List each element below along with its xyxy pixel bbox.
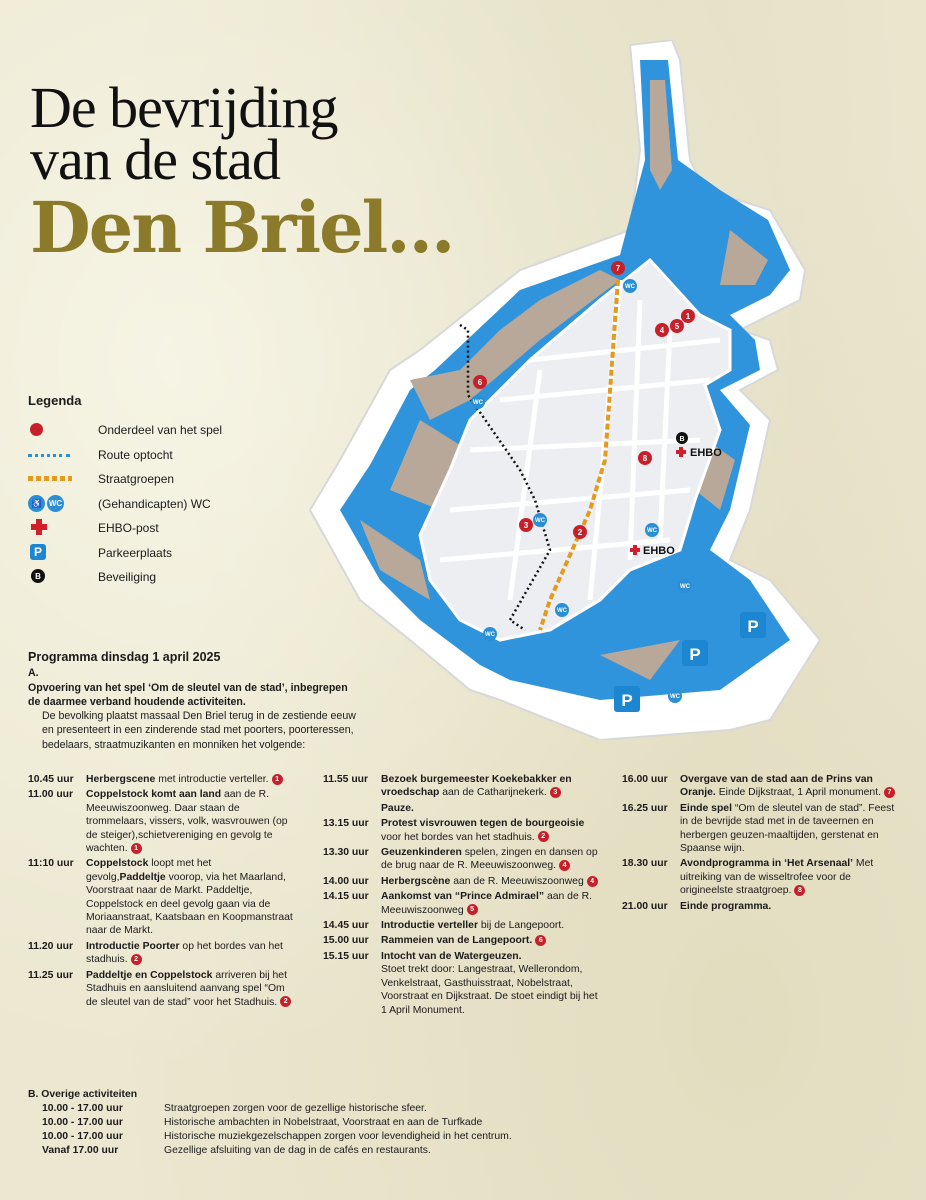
schedule-time: 13.15 uur (323, 818, 369, 830)
schedule-description: Coppelstock komt aan land aan de R. Meeuwiszoonweg. Daar staan de trommelaars, vissers, volk, wasvrouwen (op de steiger),schietvereniging en gevolg te wachten. 1 (86, 789, 288, 855)
schedule-time: 10.45 uur (28, 774, 74, 785)
program-intro (28, 650, 358, 752)
legend-item-wc: ♿ WC (Gehandicapten) WC (28, 492, 222, 517)
svg-text:1: 1 (685, 312, 691, 321)
schedule-column-3 (622, 773, 902, 915)
schedule-description: Paddeltje en Coppelstock arriveren bij het Stadhuis en aansluitend aanvang spel “Om de sleutel van de stad” voor het Stadhuis. 2 (86, 969, 293, 1009)
schedule-item (28, 857, 293, 937)
schedule-item (323, 890, 598, 917)
other-activity-row: 10.00 - 17.00 uur Historische muziekgezelschappen zorgen voor levendigheid in het centrum. (42, 1131, 512, 1142)
marker-number-badge: 7 (884, 787, 895, 798)
schedule-column-1 (28, 773, 293, 1011)
schedule-description: Coppelstock loopt met het gevolg,Paddeltje voorop, via het Maarland, Voorstraat naar de Markt. Paddeltje, Coppelstock en deel gevolg gaan via de Moriaanstraat, Kaatsbaan en Koopmanstraat naar de Markt. (86, 858, 293, 937)
schedule-time (323, 802, 381, 815)
schedule-description: Overgave van de stad aan de Prins van Oranje. Einde Dijkstraat, 1 April monument. 7 (680, 773, 902, 800)
marker-number-badge: 6 (535, 935, 546, 946)
marker-number-badge: 5 (467, 904, 478, 915)
legend-item-ehbo: EHBO-post (28, 516, 222, 541)
schedule-item (323, 934, 598, 947)
schedule-time: 13.30 uur (323, 847, 369, 859)
red-dot-icon (30, 423, 43, 436)
schedule-description: Protest visvrouwen tegen de bourgeoisie voor het bordes van het stadhuis. 2 (381, 818, 585, 843)
schedule-time: 16.00 uur (622, 774, 668, 785)
schedule-description: Intocht van de Watergeuzen. Stoet trekt door: Langestraat, Wellerondom, Venkelstraat, Gasthuisstraat, Nobelstraat, Voorstraat en Dijkstraat. De stoet eindigt bij het 1 April Monument. (381, 950, 598, 1016)
section-b (28, 1088, 512, 1158)
red-cross-icon (31, 519, 47, 535)
wc-icon: WC (47, 495, 64, 512)
section-a-heading: A.Opvoering van het spel ‘Om de sleutel van de stad’, inbegrepen de daarmee verband houdende activiteiten. (28, 667, 348, 708)
schedule-time: 15.00 uur (323, 935, 369, 947)
schedule-time: 14.00 uur (323, 875, 369, 887)
svg-text:7: 7 (615, 264, 621, 273)
legend-title: Legenda (28, 393, 82, 408)
parking-icon: P (30, 544, 46, 560)
schedule-time: 14.15 uur (323, 891, 369, 903)
svg-text:WC: WC (473, 400, 483, 406)
schedule-column-2 (323, 773, 598, 1019)
schedule-description: Introductie verteller bij de Langepoort. (381, 920, 565, 932)
schedule-description: Herbergscene met introductie verteller. 1 (86, 773, 293, 786)
other-activity-row: Vanaf 17.00 uur Gezellige afsluiting van de dag in de cafés en restaurants. (42, 1145, 431, 1156)
title-line-2: van de stad (30, 127, 280, 192)
svg-text:P: P (689, 645, 701, 664)
schedule-description: Einde programma. (680, 900, 772, 912)
schedule-time: 21.00 uur (622, 900, 668, 912)
marker-number-badge: 2 (538, 831, 549, 842)
schedule-time: 14.45 uur (323, 920, 369, 932)
schedule-description: Introductie Poorter op het bordes van het stadhuis. 2 (86, 940, 283, 966)
svg-text:WC: WC (680, 584, 690, 590)
legend-item-parkeer: P Parkeerplaats (28, 541, 222, 566)
schedule-description: Bezoek burgemeester Koekebakker en vroedschap aan de Catharijnekerk. 3 (381, 774, 572, 799)
schedule-item (323, 919, 598, 932)
program-heading: Programma dinsdag 1 april 2025 (28, 650, 221, 664)
marker-number-badge: 3 (550, 787, 561, 798)
svg-text:8: 8 (642, 454, 648, 463)
schedule-time: 11.25 uur (28, 969, 74, 981)
schedule-item (28, 940, 293, 967)
schedule-time: 11.20 uur (28, 940, 74, 952)
svg-text:WC: WC (535, 518, 545, 524)
schedule-time: 11.55 uur (323, 774, 369, 785)
svg-text:WC: WC (557, 608, 567, 614)
schedule-time: 16.25 uur (622, 802, 668, 814)
marker-number-badge: 2 (131, 954, 142, 965)
dotted-route-icon (28, 454, 70, 457)
schedule-description: Pauze. (381, 802, 414, 814)
legend-item-onderdeel: Onderdeel van het spel (28, 418, 222, 443)
schedule-item (28, 969, 293, 1009)
marker-number-badge: 4 (587, 876, 598, 887)
legend-item-route: Route optocht (28, 443, 222, 468)
schedule-item (323, 773, 598, 800)
schedule-time: 11:10 uur (28, 858, 74, 870)
marker-number-badge: 4 (559, 860, 570, 871)
svg-text:3: 3 (523, 521, 529, 530)
schedule-item (323, 802, 598, 815)
map-ehbo-label-1: EHBO (690, 447, 722, 459)
title-line-3: Den Briel... (30, 186, 454, 269)
schedule-time: 15.15 uur (323, 950, 369, 962)
marker-number-badge: 1 (131, 843, 142, 854)
schedule-description: Rammeien van de Langepoort. 6 (381, 934, 598, 947)
svg-text:P: P (747, 617, 759, 636)
section-b-heading: B. Overige activiteiten (28, 1089, 138, 1100)
schedule-item (28, 788, 293, 855)
schedule-item (622, 802, 902, 856)
other-activity-row: 10.00 - 17.00 uur Historische ambachten in Nobelstraat, Voorstraat en aan de Turfkade (42, 1117, 483, 1128)
svg-text:WC: WC (647, 528, 657, 534)
other-activity-row: 10.00 - 17.00 uur Straatgroepen zorgen voor de gezellige historische sfeer. (42, 1103, 427, 1114)
svg-text:P: P (621, 691, 633, 710)
legend-item-beveiliging: B Beveiliging (28, 565, 222, 590)
title-line-1: De bevrijding (30, 75, 338, 140)
schedule-description: Avondprogramma in ‘Het Arsenaal’ Met uitreiking van de wisseltrofee voor de origineelste straatgroep. 8 (680, 858, 874, 897)
schedule-description: Aankomst van “Prince Admirael” aan de R. Meeuwiszoonweg 5 (381, 891, 592, 916)
svg-text:WC: WC (485, 632, 495, 638)
schedule-description: Einde spel “Om de sleutel van de stad”. Feest in de bevrijde stad met in de taveernen en herbergen geuzen-maaltijden, gerstenat en Spaanse wijn. (680, 802, 895, 855)
svg-text:2: 2 (577, 528, 583, 537)
marker-number-badge: 1 (272, 774, 283, 785)
svg-text:WC: WC (670, 694, 680, 700)
svg-text:5: 5 (674, 322, 680, 331)
town-map (300, 40, 926, 740)
schedule-item (622, 773, 902, 800)
svg-text:4: 4 (659, 326, 665, 335)
wheelchair-icon: ♿ (28, 495, 45, 512)
schedule-time: 18.30 uur (622, 858, 668, 870)
security-icon: B (31, 569, 45, 583)
section-a-intro: De bevolking plaatst massaal Den Briel terug in de zestiende eeuw en presenteert in een zinderende stad met poorters, poorteressen, bedelaars, straatmuzikanten en monniken het volgende: (42, 710, 356, 751)
map-ehbo-label-2: EHBO (643, 545, 675, 557)
schedule-item (622, 857, 902, 897)
schedule-time: 11.00 uur (28, 789, 74, 801)
svg-text:6: 6 (477, 378, 483, 387)
schedule-item (28, 773, 293, 786)
marker-number-badge: 2 (280, 996, 291, 1007)
legend-item-straatgroepen: Straatgroepen (28, 467, 222, 492)
schedule-item (622, 900, 902, 913)
svg-text:B: B (679, 436, 685, 443)
schedule-description: Herbergscène aan de R. Meeuwiszoonweg 4 (381, 875, 598, 888)
schedule-item (323, 875, 598, 888)
schedule-item (323, 817, 598, 844)
schedule-item (323, 950, 598, 1017)
legend (28, 393, 222, 590)
svg-text:WC: WC (625, 284, 635, 290)
schedule-item (323, 846, 598, 873)
dashed-orange-line-icon (28, 476, 72, 481)
marker-number-badge: 8 (794, 885, 805, 896)
schedule-description: Geuzenkinderen spelen, zingen en dansen op de brug naar de R. Meeuwiszoonweg. 4 (381, 847, 598, 872)
